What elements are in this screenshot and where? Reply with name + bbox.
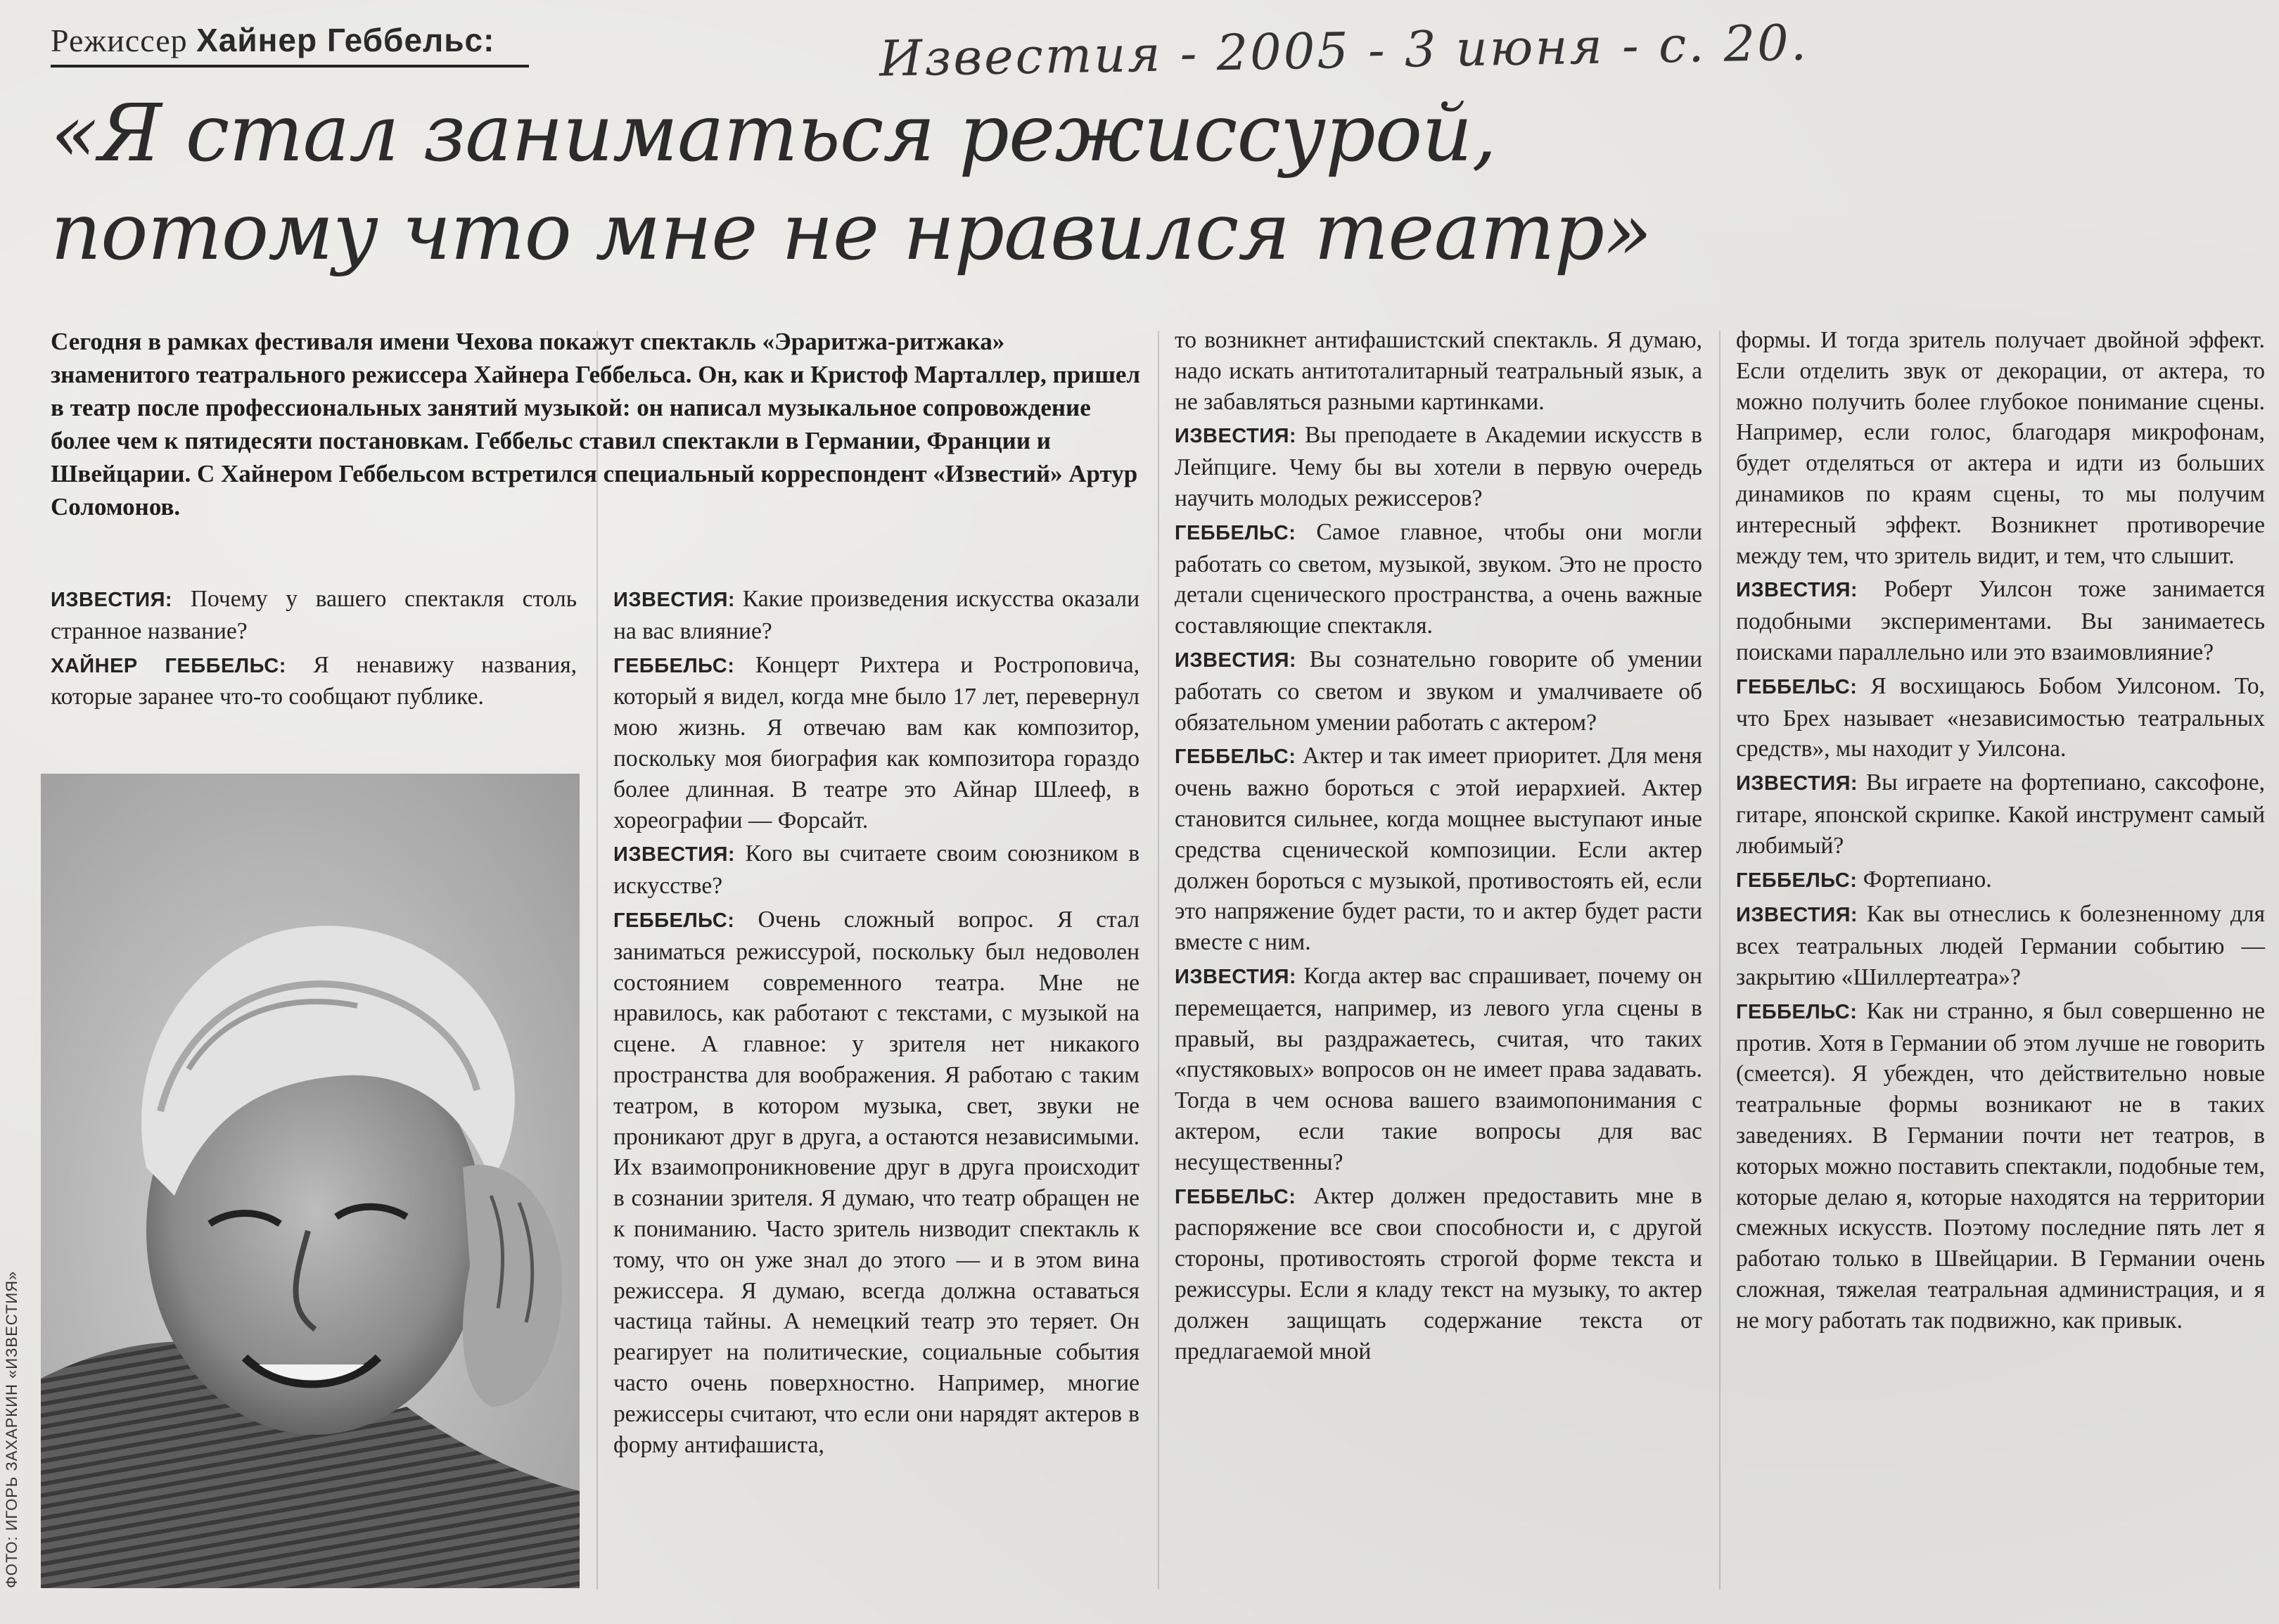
- speaker-label: ИЗВЕСТИЯ:: [1175, 425, 1297, 448]
- speaker-label: ИЗВЕСТИЯ:: [1736, 772, 1858, 795]
- paragraph-text: Вы преподаете в Академии искусств в Лейпциге. Чему бы вы хотели в первую очередь научить молодых режиссеров?: [1175, 422, 1702, 511]
- column-divider: [596, 331, 598, 1590]
- speaker-label: ИЗВЕСТИЯ:: [613, 843, 736, 867]
- speaker-label: ИЗВЕСТИЯ:: [1175, 965, 1297, 988]
- portrait-photo: [41, 774, 580, 1588]
- column-divider: [1719, 331, 1721, 1590]
- paragraph-text: Очень сложный вопрос. Я стал заниматься режиссурой, поскольку был недоволен состоянием современного театра. Мне не нравилось, как работают с текстами, с музыкой на сцене. А главное: у зрителя нет никакого пространства для воображения. Я работаю с таким театром, в котором музыка, свет, звуки не проникают друг в друга, а остаются независимыми. Их взаимопроникновение друг в друга происходит в сознании зрителя. Я думаю, что театр обращен не к пониманию. Часто зритель низводит спектакль к тому, что он уже знал до этого — и в этом вина режиссера. Я думаю, всегда должна оставаться частица тайны. А немецкий театр это теряет. Он реагирует на политические, социальные события часто очень поверхностно. Например, многие режиссеры считают, что если они нарядят актеров в форму антифашиста,: [613, 906, 1140, 1458]
- speaker-label: ИЗВЕСТИЯ:: [1175, 648, 1297, 672]
- speaker-label: ГЕББЕЛЬС:: [1175, 746, 1296, 769]
- interview-paragraph: [1175, 517, 1702, 641]
- speaker-label: ГЕББЕЛЬС:: [1736, 675, 1858, 698]
- column-3: [1175, 325, 1702, 1369]
- paragraph-text: Актер должен предоставить мне в распоряжение все свои способности и, с другой стороны, противостоять строгой форме текста и режиссуры. Если я кладу текст на музыку, то актер должен защищать содержание текста от предлагаемой мной: [1175, 1182, 1702, 1364]
- paragraph-text: Кого вы считаете своим союзником в искусстве?: [613, 840, 1140, 900]
- speaker-label: ГЕББЕЛЬС:: [1736, 1000, 1858, 1023]
- speaker-label: ИЗВЕСТИЯ:: [1736, 579, 1858, 602]
- speaker-label: ХАЙНЕР ГЕББЕЛЬС:: [51, 654, 286, 677]
- speaker-label: ИЗВЕСТИЯ:: [613, 589, 736, 611]
- paragraph-text: Почему у вашего спектакля столь странное название?: [51, 586, 577, 644]
- interview-paragraph: [1736, 899, 2265, 992]
- speaker-label: ИЗВЕСТИЯ:: [51, 589, 173, 611]
- interview-paragraph: [613, 584, 1140, 647]
- interview-paragraph: [613, 904, 1140, 1460]
- kicker: [51, 21, 494, 59]
- interview-paragraph: [1736, 864, 2265, 897]
- paragraph-text: Какие произведения искусства оказали на вас влияние?: [613, 586, 1140, 644]
- lead-paragraph: Сегодня в рамках фестиваля имени Чехова покажут спектакль «Эраритжа-ритжака» знаменитого театрального режиссера Хайнера Геббельса. Он, как и Кристоф Марталлер, пришел в театр после профессиональных занятий музыкой: он написал музыкальное сопровождение более чем к пятидесяти постановкам. Геббельс ставил спектакли в Германии, Франции и Швейцарии. С Хайнером Геббельсом встретился специальный корреспондент «Известий» Артур Соломонов.: [51, 328, 1141, 520]
- interview-paragraph: [1175, 420, 1702, 513]
- paragraph-text: Вы играете на фортепиано, саксофоне, гитаре, японской скрипке. Какой инструмент самый любимый?: [1736, 769, 2266, 859]
- handwritten-note: Известия - 2005 - 3 июня - с. 20.: [879, 13, 1809, 88]
- column-2: [613, 584, 1140, 1463]
- paragraph-text: Концерт Рихтера и Ростроповича, который я видел, когда мне было 17 лет, перевернул мою жизнь. Я отвечаю вам как композитор, поскольку моя биография как композитора гораздо более длинная. В театре это Айнар Шлееф, в хореографии — Форсайт.: [613, 651, 1140, 833]
- photo-credit: ФОТО: ИГОРЬ ЗАХАРКИН «ИЗВЕСТИЯ»: [3, 1270, 20, 1588]
- interview-paragraph: [51, 650, 577, 713]
- interview-paragraph: [1175, 1181, 1702, 1367]
- paragraph-text: Я ненавижу названия, которые заранее что-то сообщают публике.: [51, 651, 577, 710]
- speaker-label: ГЕББЕЛЬС:: [613, 654, 735, 677]
- speaker-label: ГЕББЕЛЬС:: [1175, 1185, 1296, 1208]
- paragraph-text: Как вы отнеслись к болезненному для всех театральных людей Германии событию — закрытию «Шиллертеатра»?: [1736, 901, 2265, 990]
- interview-paragraph: [1736, 767, 2265, 861]
- headline: «Я стал заниматься режиссурой, потому что мне не нравился театр»: [51, 88, 1652, 278]
- kicker-name: Хайнер Геббельс:: [196, 22, 495, 58]
- paragraph-text: то возникнет антифашистский спектакль. Я думаю, надо искать антитоталитарный театральный язык, а не забавляться разными картинками.: [1175, 327, 1702, 415]
- interview-paragraph: [1736, 574, 2265, 667]
- kicker-underline: [51, 65, 529, 68]
- column-divider: [1158, 331, 1159, 1590]
- paragraph-text: Я восхищаюсь Бобом Уилсоном. То, что Брех называет «независимостью театральных средств», мы находит у Уилсона.: [1736, 672, 2265, 762]
- interview-paragraph: [1736, 671, 2265, 765]
- interview-paragraph: [1736, 996, 2265, 1336]
- interview-paragraph: [1736, 325, 2265, 571]
- column-1: [51, 584, 577, 715]
- speaker-label: ГЕББЕЛЬС:: [613, 909, 735, 932]
- interview-paragraph: [51, 584, 577, 647]
- column-4: [1736, 325, 2265, 1339]
- speaker-label: ИЗВЕСТИЯ:: [1736, 904, 1858, 927]
- paragraph-text: Когда актер вас спрашивает, почему он перемещается, например, из левого угла сцены в правый, вы раздражаетесь, считая, что таких «пустяковых» вопросов он не имеет права задавать. Тогда в чем основа вашего взаимопонимания с актером, если такие вопросы для вас несущественны?: [1175, 962, 1703, 1175]
- paragraph-text: формы. И тогда зритель получает двойной эффект. Если отделить звук от декорации, от актера, то можно получить более глубокое понимание сцены. Например, если голос, благодаря микрофонам, будет отделяться от актера и идти из больших динамиков по краям сцены, то мы получим интересный эффект. Возникнет противоречие между тем, что зритель видит, и тем, что слышит.: [1736, 327, 2265, 569]
- interview-paragraph: [613, 838, 1140, 902]
- speaker-label: ГЕББЕЛЬС:: [1736, 869, 1858, 892]
- interview-paragraph: [1175, 741, 1702, 958]
- interview-paragraph: [1175, 961, 1702, 1178]
- paragraph-text: Как ни странно, я был совершенно не против. Хотя в Германии об этом лучше не говорить (смеется). Я убежден, что действительно новые театральные формы возникают не в таких заведениях. В Германии почти нет театров, в которых можно поставить спектакли, подобные тем, которые делаю я, которые находятся на территории смежных искусств. Поэтому последние пять лет я работаю только в Швейцарии. В Германии очень сложная, тяжелая театральная администрация, и я не могу работать так подвижно, как привык.: [1736, 997, 2266, 1334]
- speaker-label: ГЕББЕЛЬС:: [1175, 521, 1296, 544]
- paragraph-text: Актер и так имеет приоритет. Для меня очень важно бороться с этой иерархией. Актер становится сильнее, когда мощнее выступают иные средства сценической композиции. Если актер должен бороться с музыкой, противостоять ей, если это напряжение будет расти, то и актер будет расти вместе с ним.: [1175, 743, 1702, 956]
- paragraph-text: Фортепиано.: [1863, 866, 1992, 893]
- paragraph-text: Вы сознательно говорите об умении работать со светом и звуком и умалчиваете об обязательном умении работать с актером?: [1175, 646, 1702, 736]
- paragraph-text: Самое главное, чтобы они могли работать со светом, музыкой, звуком. Это не просто детали сценического пространства, а очень важные составляющие спектакля.: [1175, 518, 1702, 639]
- interview-paragraph: [613, 650, 1140, 836]
- interview-paragraph: [1175, 325, 1702, 417]
- kicker-role: Режиссер: [51, 23, 188, 58]
- paragraph-text: Роберт Уилсон тоже занимается подобными экспериментами. Вы занимаетесь поисками параллельно или это взаимовлияние?: [1736, 576, 2265, 665]
- interview-paragraph: [1175, 644, 1702, 738]
